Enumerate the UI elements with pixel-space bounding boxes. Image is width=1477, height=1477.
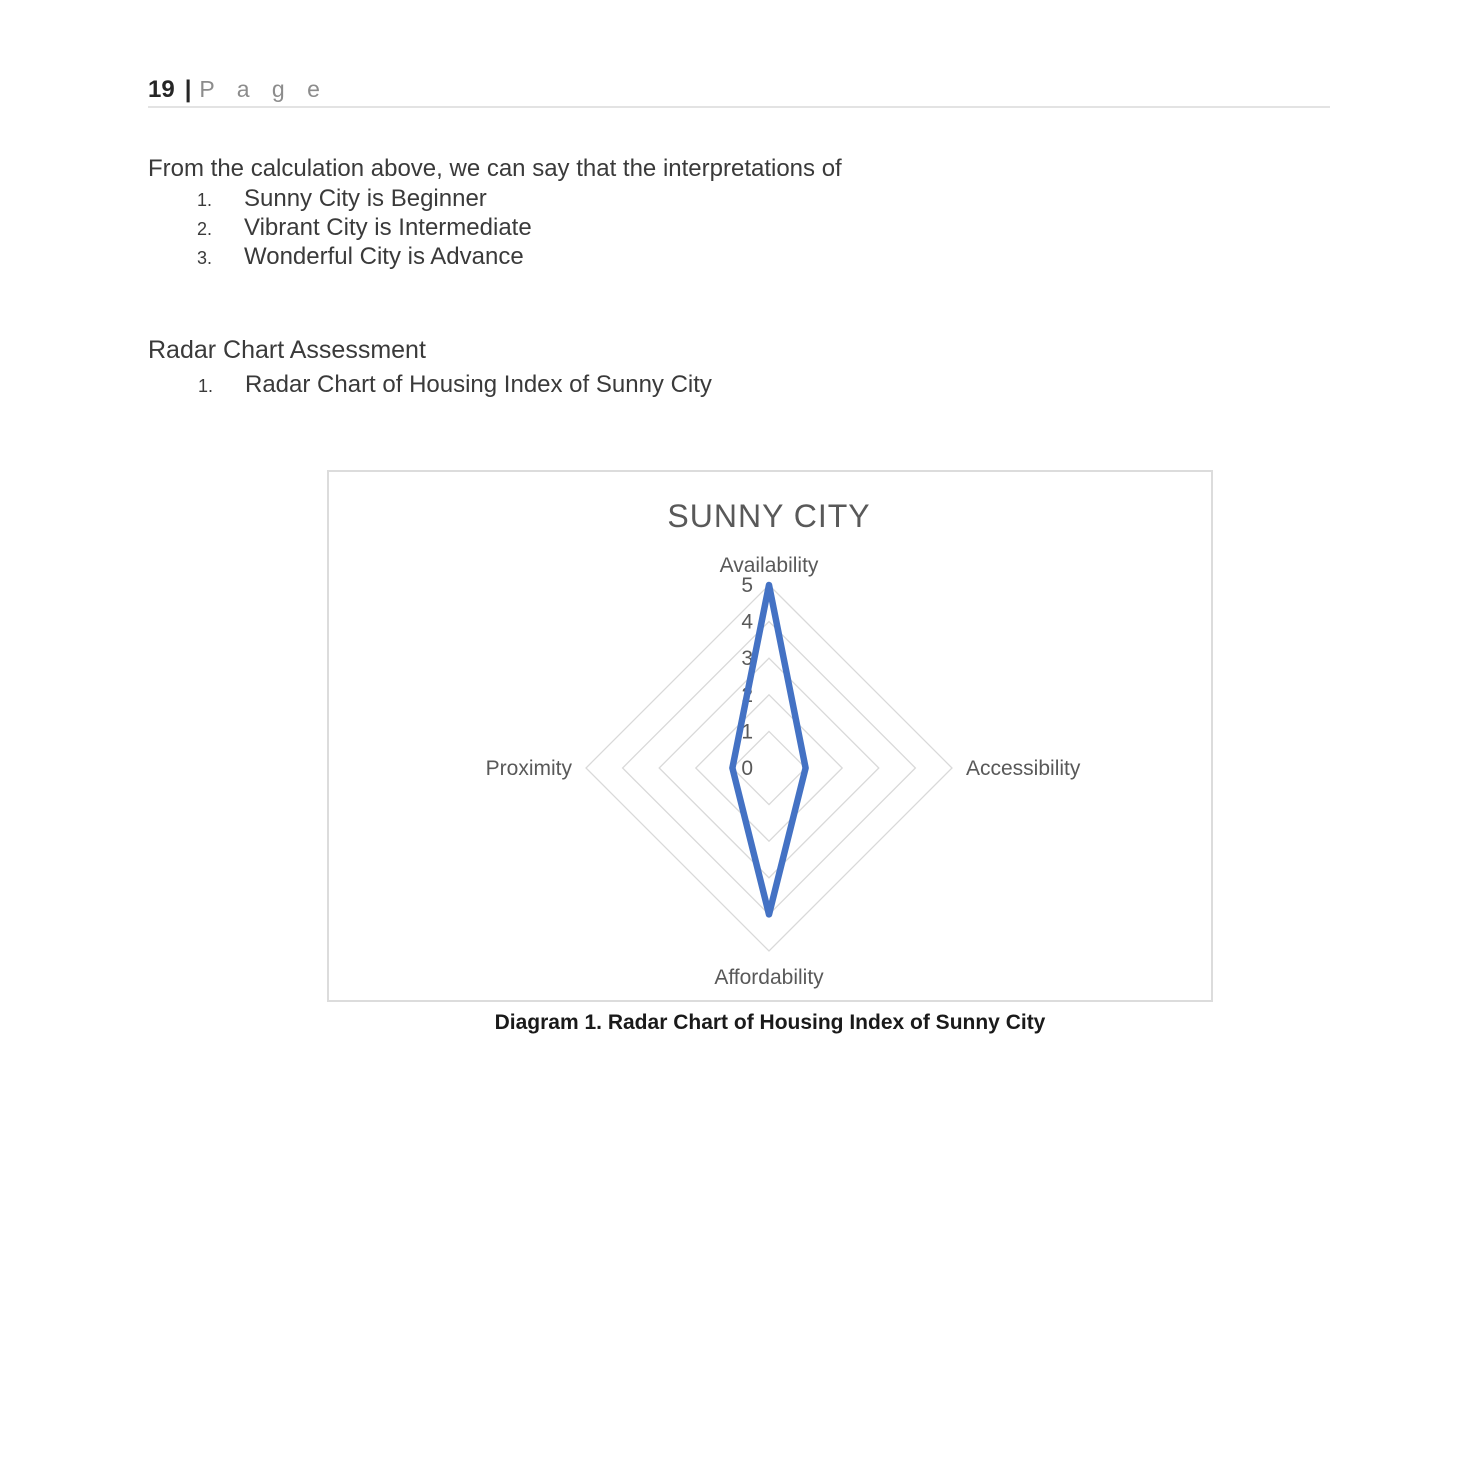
axis-label-affordability: Affordability	[714, 966, 824, 989]
axis-label-accessibility: Accessibility	[966, 757, 1081, 780]
page-number: 19	[148, 76, 175, 103]
radar-chart-frame	[327, 470, 1213, 1002]
radar-grid-ring	[696, 695, 842, 841]
list-item-number: 2.	[197, 219, 213, 239]
radar-tick-label: 5	[741, 574, 753, 597]
section-heading: Radar Chart Assessment	[148, 336, 426, 364]
list-item	[197, 242, 532, 271]
page-header	[148, 76, 328, 104]
radar-tick-label: 4	[741, 610, 753, 634]
section-list	[198, 370, 712, 399]
radar-tick-label: 3	[741, 647, 753, 671]
chart-title: SUNNY CITY	[667, 498, 871, 534]
diagram-caption: Diagram 1. Radar Chart of Housing Index of Sunny City	[494, 1011, 1046, 1034]
list-item-text: Wonderful City is Advance	[244, 243, 524, 270]
list-item-number: 1.	[198, 376, 214, 396]
header-page-word: P a g e	[199, 76, 328, 102]
interpretation-list	[197, 184, 532, 271]
list-item	[197, 184, 532, 213]
header-rule	[148, 106, 1330, 108]
radar-data-polygon	[732, 585, 805, 914]
radar-tick-label: 0	[741, 757, 753, 780]
radar-tick-label: 1	[741, 720, 753, 744]
list-item-number: 3.	[197, 248, 213, 268]
axis-label-availability: Availability	[719, 554, 819, 577]
radar-grid-ring	[586, 585, 952, 951]
intro-paragraph: From the calculation above, we can say that the interpretations of	[148, 155, 842, 182]
axis-label-proximity: Proximity	[485, 757, 572, 780]
header-separator: |	[184, 76, 192, 103]
radar-chart-svg	[329, 472, 1211, 1000]
radar-tick-label: 2	[741, 683, 753, 707]
list-item	[198, 370, 712, 399]
list-item-number: 1.	[197, 190, 213, 210]
radar-grid-ring	[659, 658, 879, 878]
list-item	[197, 213, 532, 242]
list-item-text: Sunny City is Beginner	[244, 185, 487, 212]
list-item-text: Vibrant City is Intermediate	[244, 214, 532, 241]
list-item-text: Radar Chart of Housing Index of Sunny City	[245, 371, 712, 398]
radar-grid-ring	[623, 622, 916, 915]
